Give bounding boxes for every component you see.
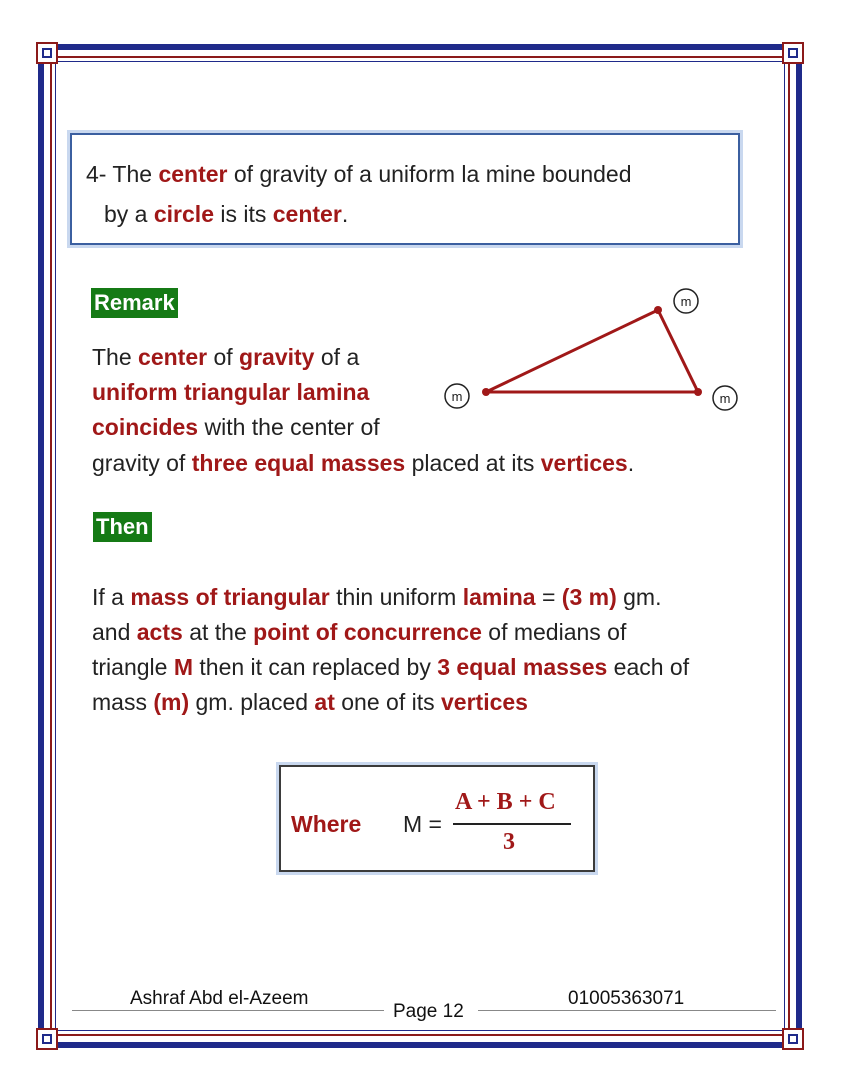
footer-page-number: Page 12 bbox=[393, 1001, 464, 1022]
footer-rule-left bbox=[72, 1010, 384, 1011]
remark-line-3: coincides with the center of bbox=[92, 414, 380, 440]
formula-lhs: M = bbox=[403, 811, 442, 837]
remark-tag: Remark bbox=[91, 288, 178, 318]
statement-line-1: 4- The center of gravity of a uniform la mine bounded bbox=[86, 161, 632, 187]
formula-box bbox=[279, 765, 595, 872]
mass-label-left: m bbox=[451, 389, 463, 404]
footer-phone: 01005363071 bbox=[568, 988, 685, 1009]
corner-ornament-top-right bbox=[782, 42, 804, 64]
vertex-right-dot bbox=[694, 388, 702, 396]
vertex-top-dot bbox=[654, 306, 662, 314]
formula-denominator: 3 bbox=[503, 829, 515, 855]
mass-label-top: m bbox=[680, 294, 692, 309]
triangle-shape bbox=[486, 310, 698, 392]
remark-line-1: The center of gravity of a bbox=[92, 344, 360, 370]
then-line-2: and acts at the point of concurrence of medians of bbox=[92, 619, 627, 645]
footer-author: Ashraf Abd el-Azeem bbox=[130, 988, 309, 1009]
then-line-3: triangle M then it can replaced by 3 equal masses each of bbox=[92, 654, 690, 680]
then-line-4: mass (m) gm. placed at one of its vertices bbox=[92, 689, 528, 715]
remark-line-4: gravity of three equal masses placed at its vertices. bbox=[92, 450, 635, 476]
statement-box bbox=[70, 133, 740, 245]
triangle-diagram bbox=[430, 280, 760, 420]
corner-ornament-bottom-left bbox=[36, 1028, 58, 1050]
corner-ornament-top-left bbox=[36, 42, 58, 64]
remark-line-2: uniform triangular lamina bbox=[92, 379, 370, 405]
footer-rule-right bbox=[478, 1010, 776, 1011]
vertex-left-dot bbox=[482, 388, 490, 396]
corner-ornament-bottom-right bbox=[782, 1028, 804, 1050]
formula-numerator: A + B + C bbox=[455, 789, 556, 815]
then-tag: Then bbox=[93, 512, 152, 542]
then-line-1: If a mass of triangular thin uniform lamina = (3 m) gm. bbox=[92, 584, 662, 610]
formula-where-label: Where bbox=[291, 811, 362, 837]
formula-fraction-bar bbox=[453, 823, 571, 825]
statement-line-2: by a circle is its center. bbox=[104, 201, 349, 227]
mass-label-right: m bbox=[719, 391, 731, 406]
